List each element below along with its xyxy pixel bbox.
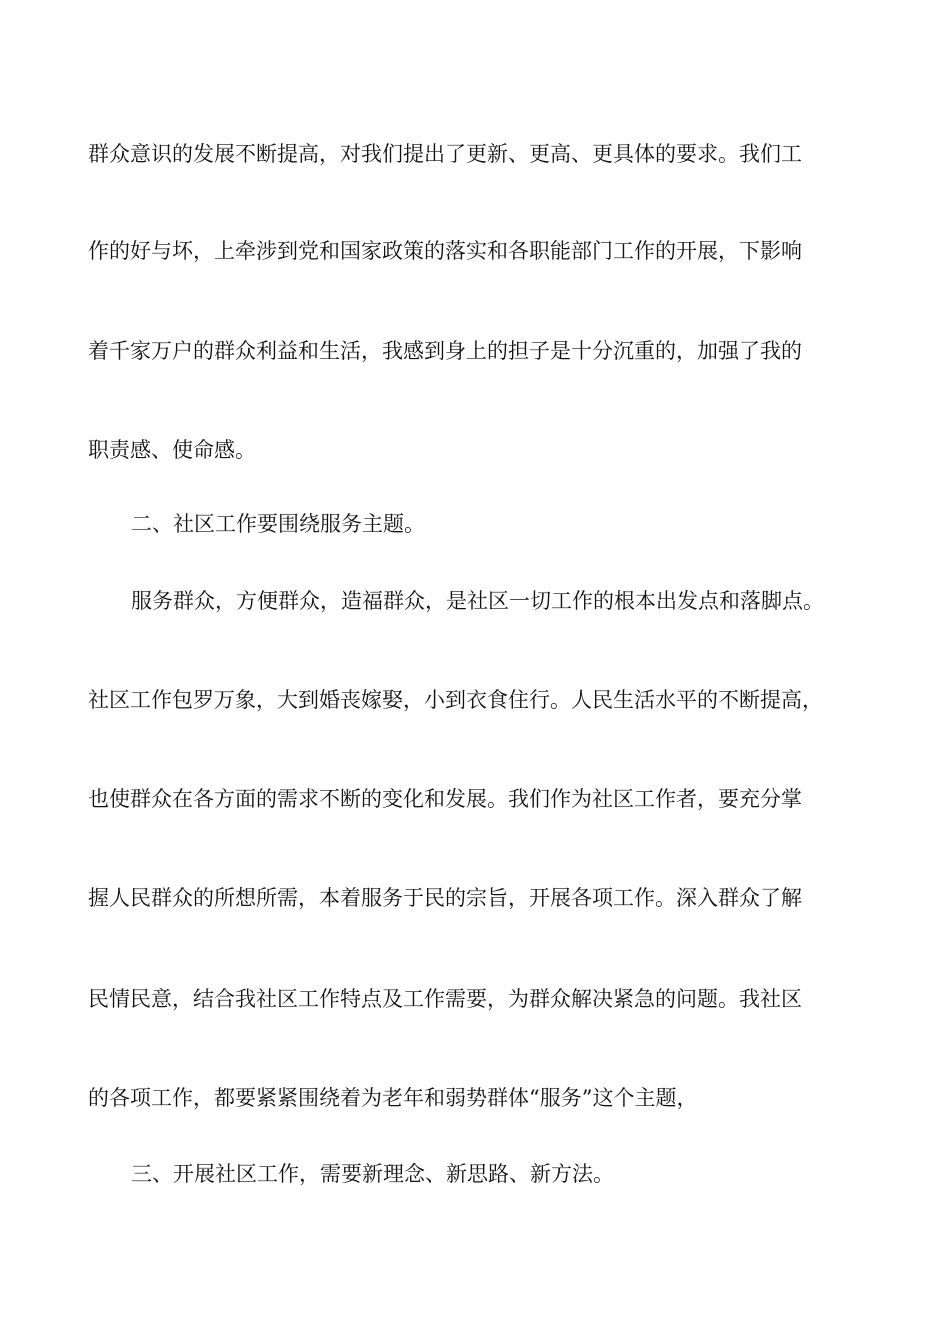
paragraph-line: 职责感、使命感。	[88, 438, 256, 462]
paragraph-line: 着千家万户的群众利益和生活，我感到身上的担子是十分沉重的，加强了我的	[88, 339, 802, 363]
paragraph-line: 社区工作包罗万象，大到婚丧嫁娶，小到衣食住行。人民生活水平的不断提高，	[88, 688, 823, 712]
paragraph-line: 群众意识的发展不断提高，对我们提出了更新、更高、更具体的要求。我们工	[88, 142, 802, 166]
paragraph-line: 服务群众，方便群众，造福群众，是社区一切工作的根本出发点和落脚点。	[131, 589, 824, 613]
section-heading: 二、社区工作要围绕服务主题。	[131, 512, 425, 536]
section-heading: 三、开展社区工作，需要新理念、新思路、新方法。	[131, 1162, 614, 1186]
paragraph-line: 的各项工作，都要紧紧围绕着为老年和弱势群体“服务”这个主题，	[88, 1086, 698, 1110]
paragraph-line: 民情民意，结合我社区工作特点及工作需要，为群众解决紧急的问题。我社区	[88, 987, 802, 1011]
paragraph-line: 也使群众在各方面的需求不断的变化和发展。我们作为社区工作者，要充分掌	[88, 787, 802, 811]
paragraph-line: 作的好与坏，上牵涉到党和国家政策的落实和各职能部门工作的开展，下影响	[88, 239, 802, 263]
paragraph-line: 握人民群众的所想所需，本着服务于民的宗旨，开展各项工作。深入群众了解	[88, 886, 802, 910]
